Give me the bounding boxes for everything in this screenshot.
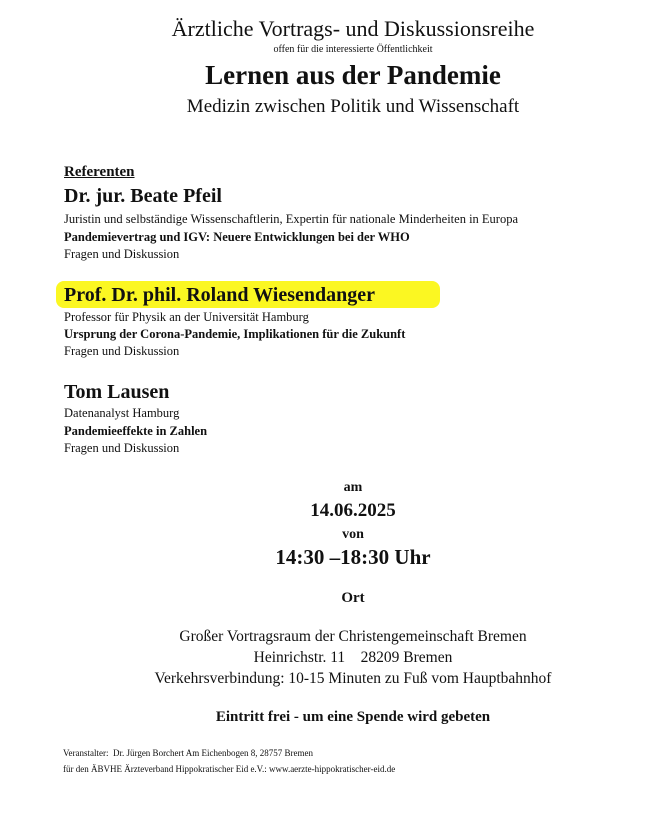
speaker-name: Tom Lausen [64,381,170,403]
series-heading: Ärztliche Vortrags- und Diskussionsreihe [171,16,535,41]
venue-address: Heinrichstr. 11 28209 Bremen [253,649,453,666]
association-line: für den ÄBVHE Ärzteverband Hippokratischer Eid e.V.: www.aerzte-hippokratischer-eid.de [63,764,396,774]
date-label: am [343,480,363,495]
speaker-name: Dr. jur. Beate Pfeil [64,185,222,207]
page-subtitle: Medizin zwischen Politik und Wissenschaft [186,96,520,117]
speaker-topic: Ursprung der Corona-Pandemie, Implikationen für die Zukunft [64,327,406,341]
time-label: von [342,527,364,542]
speaker-description: Professor für Physik an der Universität Hamburg [64,310,309,324]
speaker-discussion: Fragen und Diskussion [64,441,180,455]
event-date: 14.06.2025 [310,500,396,521]
audience-note: offen für die interessierte Öffentlichkeit [273,44,433,55]
admission-note: Eintritt frei - um eine Spende wird gebeten [215,709,491,725]
location-label: Ort [341,590,365,606]
speaker-topic: Pandemieeffekte in Zahlen [64,424,208,438]
speaker-discussion: Fragen und Diskussion [64,344,180,358]
event-time: 14:30 –18:30 Uhr [275,545,431,569]
speaker-name: Prof. Dr. phil. Roland Wiesendanger [64,284,375,306]
page-title: Lernen aus der Pandemie [205,60,501,90]
speaker-discussion: Fragen und Diskussion [64,247,180,261]
speaker-description: Datenanalyst Hamburg [64,406,180,420]
speaker-topic: Pandemievertrag und IGV: Neuere Entwicklungen bei der WHO [64,230,410,244]
speakers-label: Referenten [64,164,135,180]
organizer-line: Veranstalter: Dr. Jürgen Borchert Am Eichenbogen 8, 28757 Bremen [63,748,314,758]
transport-info: Verkehrsverbindung: 10-15 Minuten zu Fuß vom Hauptbahnhof [154,670,552,687]
speaker-description: Juristin und selbständige Wissenschaftlerin, Expertin für nationale Minderheiten in Europa [64,212,519,226]
venue-name: Großer Vortragsraum der Christengemeinschaft Bremen [179,628,527,645]
